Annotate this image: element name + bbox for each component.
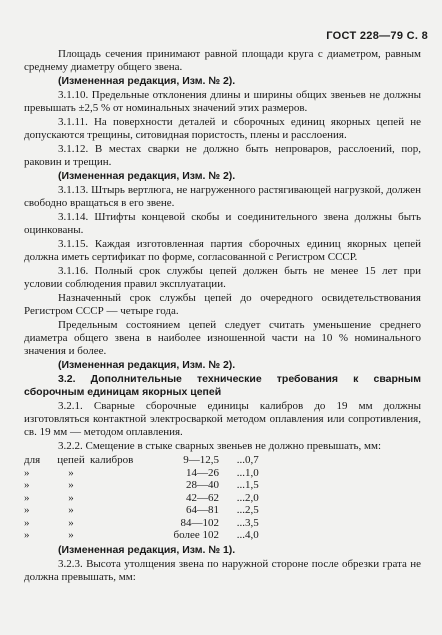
text-section-a	[24, 48, 421, 453]
paragraph: 3.1.10. Предельные отклонения длины и ширины общих звеньев не должны превышать ±2,5 % от номинальных значений этих размеров.	[24, 89, 421, 114]
table-cell: 42—62	[186, 491, 219, 504]
table-cell: »	[24, 491, 30, 504]
table-cell: 64—81	[186, 504, 219, 516]
table-cell	[90, 529, 154, 542]
table-cell: 14—26	[186, 466, 219, 479]
table-cell: »	[68, 516, 74, 529]
table-cell: ...	[236, 479, 245, 491]
revision-note: (Измененная редакция, Изм. № 2).	[58, 170, 236, 182]
table-cell: 28—40	[186, 479, 219, 491]
revision-note: (Измененная редакция, Изм. № 1).	[58, 543, 236, 556]
paragraph: Предельным состоянием цепей следует считать уменьшение среднего диаметра общего звена в наиболее изношенной части на 10 % номинального значения и более.	[24, 319, 421, 357]
table-header-row	[24, 454, 259, 467]
paragraph: 3.2.1. Сварные сборочные единицы калибров до 19 мм должны изготовляться контактной электросваркой методом оплавления или сопротивления, св. 19 мм — методом оплавления.	[24, 400, 421, 438]
table-cell: ...	[236, 491, 245, 504]
table-cell: 84—102	[180, 516, 219, 529]
table-cell: ...	[236, 529, 245, 541]
table-row	[24, 467, 259, 480]
paragraph: 3.2.2. Смещение в стыке сварных звеньев не должно превышать, мм:	[58, 440, 382, 452]
table-cell: 4,0	[245, 529, 259, 541]
table-row	[24, 492, 259, 505]
paragraph: 3.1.16. Полный срок службы цепей должен быть не менее 15 лет при условии соблюдения правил эксплуатации.	[24, 265, 421, 290]
table-cell: для	[24, 454, 41, 466]
table-cell: 0,7	[245, 454, 259, 466]
table-cell: »	[24, 529, 30, 541]
table-cell: 1,5	[245, 479, 259, 491]
table-cell: ...	[236, 454, 245, 466]
table-cell: »	[24, 466, 30, 479]
table-cell: цепей	[57, 454, 85, 466]
paragraph: 3.1.12. В местах сварки не должно быть непроваров, расслоений, пор, раковин и трещин.	[24, 143, 421, 168]
page-header: ГОСТ 228—79 С. 8	[326, 30, 428, 42]
table-cell: 9—12,5	[183, 454, 219, 466]
table-cell: 2,5	[245, 504, 259, 516]
table-cell: »	[68, 479, 74, 491]
table-row	[24, 529, 259, 542]
paragraph: 3.1.13. Штырь вертлюга, не нагруженного растягивающей нагрузкой, должен свободно вращаться в его звене.	[24, 184, 421, 209]
table-row	[24, 504, 259, 517]
table-cell: »	[68, 466, 74, 479]
table-row	[24, 479, 259, 492]
paragraph: Площадь сечения принимают равной площади круга с диаметром, равным среднему диаметру общего звена.	[24, 48, 421, 73]
table-cell	[90, 467, 154, 480]
table-cell	[90, 479, 154, 492]
paragraph: 3.1.14. Штифты концевой скобы и соединительного звена должны быть оцинкованы.	[24, 211, 421, 236]
offset-table	[24, 454, 259, 542]
table-cell: ...	[236, 504, 245, 516]
table-cell: 3,5	[245, 516, 259, 529]
paragraph: 3.2.3. Высота утолщения звена по наружной стороне после обрезки грата не должна превышать, мм:	[24, 557, 421, 583]
text-section-b	[24, 544, 421, 584]
table-cell: ...	[236, 516, 245, 529]
table-cell: »	[68, 491, 74, 504]
table-cell: более 102	[173, 529, 219, 541]
table-cell: 2,0	[245, 491, 259, 504]
table-cell: »	[68, 504, 74, 516]
document-body	[24, 48, 421, 585]
paragraph: 3.1.11. На поверхности деталей и сборочных единиц якорных цепей не допускаются трещины, ситовидная пористость, плены и расслоения.	[24, 116, 421, 141]
table-cell: 1,0	[245, 466, 259, 479]
table-cell: »	[24, 504, 30, 516]
table-cell: »	[68, 529, 74, 541]
paragraph: 3.1.15. Каждая изготовленная партия сборочных единиц якорных цепей должна иметь сертификат по форме, согласованной с Регистром СССР.	[24, 238, 421, 263]
table-row	[24, 517, 259, 530]
table-cell: ...	[236, 466, 245, 479]
table-cell: »	[24, 516, 30, 529]
revision-note: (Измененная редакция, Изм. № 2).	[58, 359, 236, 371]
table-cell	[90, 504, 154, 517]
table-cell	[90, 492, 154, 505]
table-cell	[90, 517, 154, 530]
table-cell: »	[24, 479, 30, 491]
paragraph: Назначенный срок службы цепей до очередного освидетельствования Регистром СССР — четыре года.	[24, 292, 421, 317]
section-heading: 3.2. Дополнительные технические требования к сварным сборочным единицам якорных цепей	[24, 373, 421, 398]
revision-note: (Измененная редакция, Изм. № 2).	[58, 75, 236, 87]
table-cell: калибров	[90, 454, 134, 466]
